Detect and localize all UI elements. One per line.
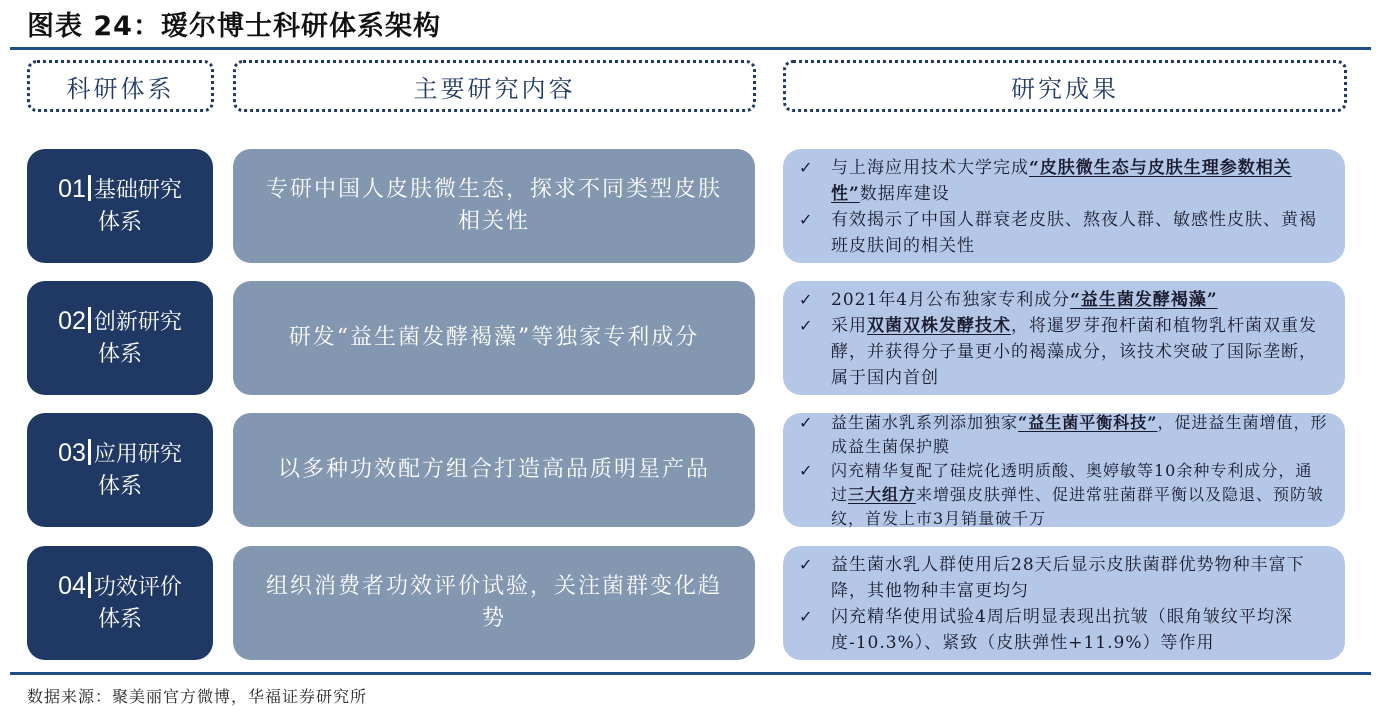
content-box bbox=[233, 546, 755, 660]
check-icon: ✓ bbox=[799, 290, 813, 309]
content-text: 以多种功效配方组合打造高品质明星产品 bbox=[277, 457, 710, 482]
system-number: 01 bbox=[58, 175, 86, 203]
system-name: 功效评价 bbox=[93, 575, 182, 600]
system-number: 03 bbox=[58, 439, 86, 467]
bottom-divider bbox=[10, 672, 1371, 675]
result-text: 来增强皮肤弹性、促进常驻菌群平衡以及隐退、预防皱纹，首发上市3月销量破千万 bbox=[831, 485, 1325, 528]
header-label: 科研体系 bbox=[66, 74, 175, 103]
system-box bbox=[27, 546, 213, 660]
content-box bbox=[233, 413, 755, 527]
system-name-line2: 体系 bbox=[97, 210, 142, 235]
system-number: 02 bbox=[58, 307, 86, 335]
content-box bbox=[233, 281, 755, 395]
result-item bbox=[799, 313, 1329, 391]
row-applied-research bbox=[0, 413, 1383, 527]
content-text: 专研中国人皮肤微生态，探求不同类型皮肤相关性 bbox=[265, 177, 722, 234]
check-icon: ✓ bbox=[799, 461, 813, 480]
content-box bbox=[233, 149, 755, 263]
system-number: 04 bbox=[58, 572, 86, 600]
system-name: 基础研究 bbox=[93, 178, 182, 203]
result-text: 采用 bbox=[831, 316, 867, 336]
result-item bbox=[799, 552, 1329, 604]
separator-bar bbox=[88, 307, 91, 333]
content-text: 研发“益生菌发酵褐藻”等独家专利成分 bbox=[288, 325, 700, 350]
check-icon: ✓ bbox=[799, 210, 813, 229]
results-box bbox=[783, 413, 1345, 527]
result-text: ，将暹罗芽孢杆菌和植物乳杆菌双重发酵，并获得分子量更小的褐藻成分，该技术突破了国际垄断，属于国内首创 bbox=[831, 316, 1317, 388]
header-label: 主要研究内容 bbox=[413, 74, 576, 103]
system-box bbox=[27, 149, 213, 263]
result-emphasis: 三大组方 bbox=[848, 485, 917, 504]
result-text: ，促进益生菌增值，形成益生菌保护膜 bbox=[831, 413, 1328, 456]
result-emphasis: “益生菌发酵褐藻” bbox=[1070, 290, 1218, 310]
result-item bbox=[799, 207, 1329, 259]
system-name: 创新研究 bbox=[93, 310, 182, 335]
results-box bbox=[783, 281, 1345, 395]
result-item bbox=[799, 604, 1329, 656]
content-text: 组织消费者功效评价试验，关注菌群变化趋势 bbox=[265, 574, 722, 631]
result-text: 闪充精华使用试验4周后明显表现出抗皱（眼角皱纹平均深度-10.3%）、紧致（皮肤弹性+11.9%）等作用 bbox=[831, 607, 1293, 653]
results-box bbox=[783, 149, 1345, 263]
result-item bbox=[799, 411, 1329, 459]
check-icon: ✓ bbox=[799, 158, 813, 177]
result-item bbox=[799, 287, 1329, 313]
system-box bbox=[27, 413, 213, 527]
data-source: 数据来源：聚美丽官方微博，华福证券研究所 bbox=[27, 687, 368, 706]
result-emphasis: “益生菌平衡科技” bbox=[1018, 413, 1158, 432]
result-text: 与上海应用技术大学完成 bbox=[831, 158, 1029, 178]
result-text: 数据库建设 bbox=[859, 184, 950, 204]
separator-bar bbox=[88, 572, 91, 598]
system-name: 应用研究 bbox=[93, 442, 182, 467]
separator-bar bbox=[88, 175, 91, 201]
header-label: 研究成果 bbox=[1011, 74, 1119, 103]
system-name-line2: 体系 bbox=[97, 474, 142, 499]
result-text: 益生菌水乳系列添加独家 bbox=[831, 413, 1019, 432]
result-emphasis: 双菌双株发酵技术 bbox=[867, 316, 1011, 336]
system-name-line2: 体系 bbox=[97, 342, 142, 367]
result-text: 益生菌水乳人群使用后28天后显示皮肤菌群优势物种丰富下降，其他物种丰富更均匀 bbox=[831, 555, 1305, 601]
top-divider bbox=[10, 47, 1371, 50]
check-icon: ✓ bbox=[799, 316, 813, 335]
check-icon: ✓ bbox=[799, 607, 813, 626]
header-main-content bbox=[233, 60, 756, 112]
result-text: 2021年4月公布独家专利成分 bbox=[831, 290, 1071, 310]
separator-bar bbox=[88, 439, 91, 465]
results-box bbox=[783, 546, 1345, 660]
result-emphasis: “皮肤微生态与皮肤生理参数相关性” bbox=[831, 158, 1292, 204]
row-efficacy-evaluation bbox=[0, 546, 1383, 660]
row-innovation-research bbox=[0, 281, 1383, 395]
result-item bbox=[799, 459, 1329, 531]
check-icon: ✓ bbox=[799, 555, 813, 574]
row-basic-research bbox=[0, 149, 1383, 263]
system-name-line2: 体系 bbox=[97, 607, 142, 632]
result-text: 有效揭示了中国人群衰老皮肤、熬夜人群、敏感性皮肤、黄褐班皮肤间的相关性 bbox=[831, 210, 1317, 256]
header-research-system bbox=[27, 60, 214, 112]
header-results bbox=[783, 60, 1347, 112]
result-item bbox=[799, 155, 1329, 207]
figure-title: 图表 24：瑷尔博士科研体系架构 bbox=[27, 11, 441, 42]
system-box bbox=[27, 281, 213, 395]
result-text: 闪充精华复配了硅烷化透明质酸、奥婷敏等10余种专利成分，通过 bbox=[831, 461, 1313, 504]
check-icon: ✓ bbox=[799, 413, 813, 432]
